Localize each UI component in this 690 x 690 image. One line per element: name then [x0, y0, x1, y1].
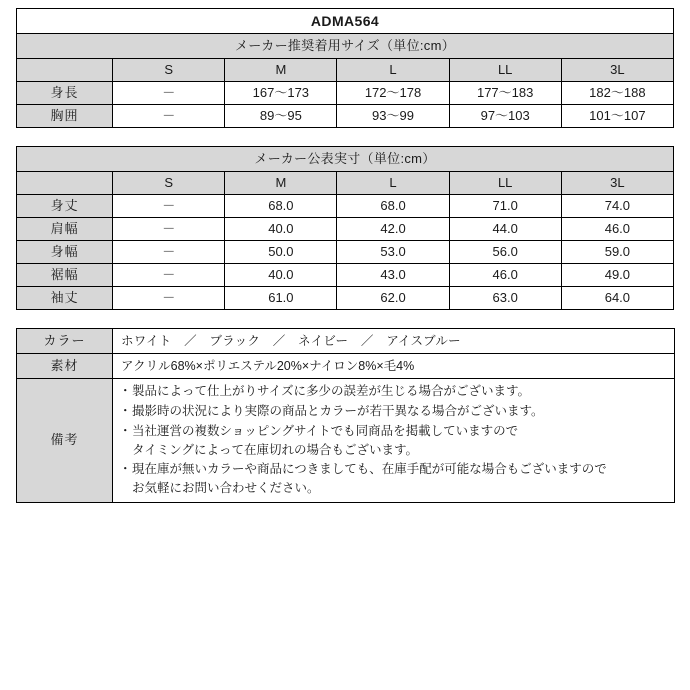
- recommended-header-s: S: [113, 59, 225, 82]
- recommended-title-row: [17, 34, 674, 59]
- recommended-size-table: [16, 8, 674, 128]
- cell-sleeve-l: 62.0: [337, 287, 449, 310]
- recommended-header-blank: [17, 59, 113, 82]
- cell-shoulder-s: －: [113, 218, 225, 241]
- product-code: ADMA564: [17, 9, 674, 34]
- cell-body-length-3l: 74.0: [561, 195, 673, 218]
- row-label-height: 身長: [17, 82, 113, 105]
- list-item: [121, 460, 666, 498]
- recommended-header-l: L: [337, 59, 449, 82]
- cell-sleeve-m: 61.0: [225, 287, 337, 310]
- row-label-shoulder: 肩幅: [17, 218, 113, 241]
- cell-width-l: 53.0: [337, 241, 449, 264]
- table-row: [17, 241, 674, 264]
- cell-chest-ll: 97〜103: [449, 105, 561, 128]
- list-item: [121, 402, 666, 421]
- cell-sleeve-s: －: [113, 287, 225, 310]
- note-line-cont: タイミングによって在庫切れの場合もございます。: [132, 442, 419, 457]
- actual-header-row: [17, 172, 674, 195]
- list-item: [121, 382, 666, 401]
- cell-chest-m: 89〜95: [225, 105, 337, 128]
- cell-body-length-m: 68.0: [225, 195, 337, 218]
- cell-chest-s: －: [113, 105, 225, 128]
- color-label: カラー: [17, 329, 113, 354]
- recommended-title: メーカー推奨着用サイズ（単位:cm）: [17, 34, 674, 59]
- cell-height-l: 172〜178: [337, 82, 449, 105]
- cell-body-length-l: 68.0: [337, 195, 449, 218]
- cell-hem-ll: 46.0: [449, 264, 561, 287]
- cell-width-m: 50.0: [225, 241, 337, 264]
- cell-shoulder-3l: 46.0: [561, 218, 673, 241]
- cell-sleeve-ll: 63.0: [449, 287, 561, 310]
- cell-shoulder-ll: 44.0: [449, 218, 561, 241]
- table-row: [17, 82, 674, 105]
- cell-height-3l: 182〜188: [561, 82, 673, 105]
- cell-height-s: －: [113, 82, 225, 105]
- note-line: 現在庫が無いカラーや商品につきましても、在庫手配が可能な場合もございますので: [132, 462, 607, 477]
- row-label-width: 身幅: [17, 241, 113, 264]
- table-row: [17, 287, 674, 310]
- row-label-chest: 胸囲: [17, 105, 113, 128]
- cell-hem-m: 40.0: [225, 264, 337, 287]
- actual-header-m: M: [225, 172, 337, 195]
- notes-label: 備考: [17, 379, 113, 503]
- note-line-cont: お気軽にお問い合わせください。: [132, 481, 320, 495]
- table-row: [17, 195, 674, 218]
- recommended-header-3l: 3L: [561, 59, 673, 82]
- actual-header-s: S: [113, 172, 225, 195]
- list-item: [121, 422, 666, 460]
- material-value: アクリル68%×ポリエステル20%×ナイロン8%×毛4%: [113, 354, 675, 379]
- cell-hem-l: 43.0: [337, 264, 449, 287]
- actual-header-blank: [17, 172, 113, 195]
- table-row: [17, 105, 674, 128]
- color-row: [17, 329, 675, 354]
- cell-width-ll: 56.0: [449, 241, 561, 264]
- notes-row: [17, 379, 675, 503]
- actual-title: メーカー公表実寸（単位:cm）: [17, 147, 674, 172]
- cell-width-s: －: [113, 241, 225, 264]
- table-gap-2: [16, 310, 674, 328]
- recommended-header-row: [17, 59, 674, 82]
- row-label-body-length: 身丈: [17, 195, 113, 218]
- table-gap-1: [16, 128, 674, 146]
- product-code-row: [17, 9, 674, 34]
- cell-body-length-ll: 71.0: [449, 195, 561, 218]
- material-row: [17, 354, 675, 379]
- cell-body-length-s: －: [113, 195, 225, 218]
- notes-list: [121, 382, 666, 498]
- color-value: ホワイト ／ ブラック ／ ネイビー ／ アイスブルー: [113, 329, 675, 354]
- note-line: 製品によって仕上がりサイズに多少の誤差が生じる場合がございます。: [132, 384, 531, 399]
- actual-header-ll: LL: [449, 172, 561, 195]
- table-row: [17, 264, 674, 287]
- cell-width-3l: 59.0: [561, 241, 673, 264]
- actual-title-row: [17, 147, 674, 172]
- cell-sleeve-3l: 64.0: [561, 287, 673, 310]
- recommended-header-ll: LL: [449, 59, 561, 82]
- actual-header-3l: 3L: [561, 172, 673, 195]
- actual-header-l: L: [337, 172, 449, 195]
- note-line: 撮影時の状況により実際の商品とカラーが若干異なる場合がございます。: [132, 404, 544, 418]
- product-info-table: [16, 328, 675, 503]
- cell-chest-3l: 101〜107: [561, 105, 673, 128]
- recommended-header-m: M: [225, 59, 337, 82]
- note-line: 当社運営の複数ショッピングサイトでも同商品を掲載していますので: [132, 423, 519, 438]
- cell-shoulder-l: 42.0: [337, 218, 449, 241]
- notes-value: [113, 379, 675, 503]
- cell-height-m: 167〜173: [225, 82, 337, 105]
- cell-hem-s: －: [113, 264, 225, 287]
- cell-shoulder-m: 40.0: [225, 218, 337, 241]
- row-label-sleeve: 袖丈: [17, 287, 113, 310]
- actual-size-table: [16, 146, 674, 310]
- row-label-hem: 裾幅: [17, 264, 113, 287]
- table-row: [17, 218, 674, 241]
- material-label: 素材: [17, 354, 113, 379]
- cell-height-ll: 177〜183: [449, 82, 561, 105]
- cell-hem-3l: 49.0: [561, 264, 673, 287]
- cell-chest-l: 93〜99: [337, 105, 449, 128]
